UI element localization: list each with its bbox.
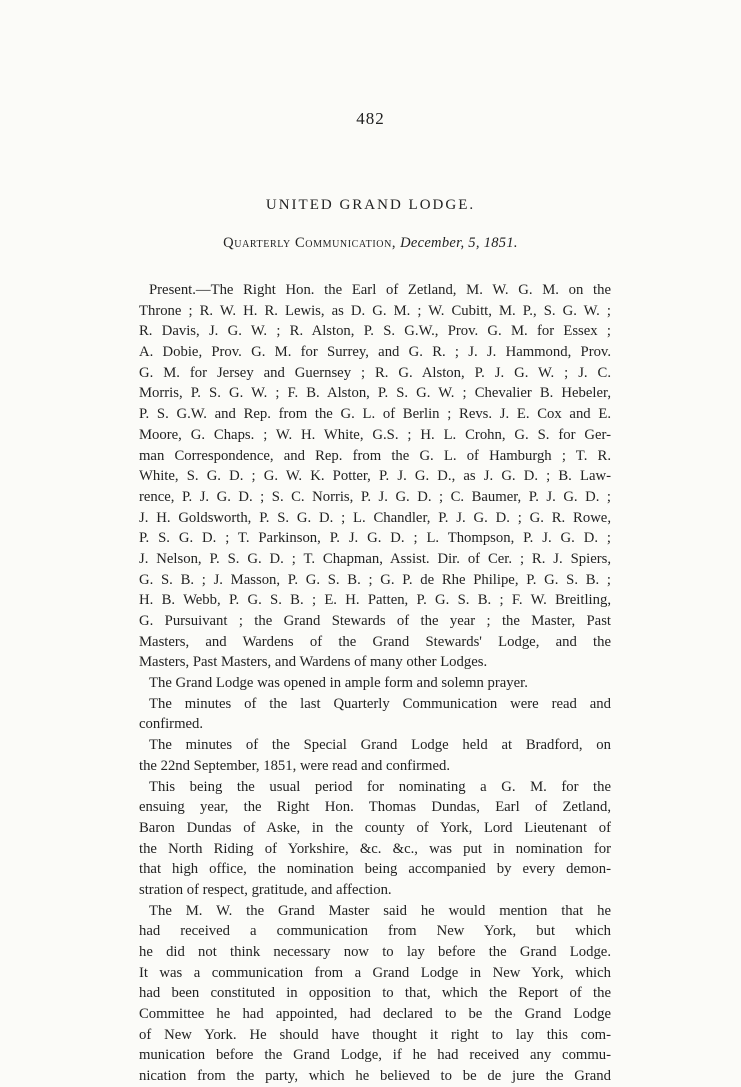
text-line: Committee he had appointed, had declared to be the Grand Lodge	[139, 1006, 611, 1023]
text-line: This being the usual period for nominating a G. M. for the	[149, 778, 611, 795]
text-line: confirmed.	[139, 716, 204, 733]
text-line: G. M. for Jersey and Guernsey ; R. G. Alston, P. J. G. W. ; J. C.	[139, 364, 611, 381]
text-line: Morris, P. S. G. W. ; F. B. Alston, P. S. G. W. ; Chevalier B. Hebeler,	[139, 385, 611, 402]
text-line: man Correspondence, and Rep. from the G. L. of Hamburgh ; T. R.	[139, 447, 611, 464]
body-text	[139, 280, 611, 1087]
text-line: the North Riding of Yorkshire, &c. &c., was put in nomination for	[139, 840, 611, 857]
text-line: nication from the party, which he believed to be de jure the Grand	[139, 1068, 611, 1085]
text-line: the 22nd September, 1851, were read and confirmed.	[139, 757, 451, 774]
text-line: R. Davis, J. G. W. ; R. Alston, P. S. G.W., Prov. G. M. for Essex ;	[139, 323, 611, 340]
text-line: J. H. Goldsworth, P. S. G. D. ; L. Chandler, P. J. G. D. ; G. R. Rowe,	[139, 509, 611, 526]
text-line: stration of respect, gratitude, and affection.	[139, 881, 392, 898]
text-line: had been constituted in opposition to that, which the Report of the	[139, 985, 611, 1002]
text-line: The minutes of the Special Grand Lodge held at Bradford, on	[149, 737, 611, 754]
text-line: P. S. G.W. and Rep. from the G. L. of Berlin ; Revs. J. E. Cox and E.	[139, 406, 611, 423]
text-line: of New York. He should have thought it right to lay this com-	[139, 1026, 611, 1043]
text-line: A. Dobie, Prov. G. M. for Surrey, and G. R. ; J. J. Hammond, Prov.	[139, 344, 611, 361]
text-line: Masters, Past Masters, and Wardens of many other Lodges.	[139, 654, 488, 671]
text-line: The minutes of the last Quarterly Communication were read and	[149, 695, 611, 712]
text-line: Present.—The Right Hon. the Earl of Zetland, M. W. G. M. on the	[149, 282, 611, 298]
text-line: he did not think necessary now to lay before the Grand Lodge.	[139, 944, 611, 960]
communication-date: December, 5, 1851.	[400, 235, 518, 251]
communication-label: Quarterly Communication,	[223, 235, 397, 251]
text-line: J. Nelson, P. S. G. D. ; T. Chapman, Assist. Dir. of Cer. ; R. J. Spiers,	[139, 550, 611, 567]
text-line: Masters, and Wardens of the Grand Stewards' Lodge, and the	[139, 633, 611, 650]
text-line: ensuing year, the Right Hon. Thomas Dundas, Earl of Zetland,	[139, 799, 611, 816]
text-line: White, S. G. D. ; G. W. K. Potter, P. J. G. D., as J. G. D. ; B. Law-	[139, 468, 611, 485]
text-line: that high office, the nomination being accompanied by every demon-	[139, 861, 611, 878]
text-line: G. Pursuivant ; the Grand Stewards of the year ; the Master, Past	[139, 613, 611, 629]
text-line: Baron Dundas of Aske, in the county of York, Lord Lieutenant of	[139, 819, 611, 836]
text-line: G. S. B. ; J. Masson, P. G. S. B. ; G. P. de Rhe Philipe, P. G. S. B. ;	[139, 571, 611, 588]
text-line: munication before the Grand Lodge, if he had received any commu-	[139, 1047, 611, 1064]
text-line: The Grand Lodge was opened in ample form and solemn prayer.	[149, 675, 528, 692]
page-number: 482	[356, 109, 385, 128]
text-line: It was a communication from a Grand Lodge in New York, which	[139, 964, 611, 981]
text-line: had received a communication from New York, but which	[139, 923, 611, 940]
text-line: rence, P. J. G. D. ; S. C. Norris, P. J. G. D. ; C. Baumer, P. J. G. D. ;	[139, 488, 611, 505]
section-subtitle	[0, 235, 741, 252]
text-line: Throne ; R. W. H. R. Lewis, as D. G. M. ; W. Cubitt, M. P., S. G. W. ;	[139, 302, 611, 319]
text-line: H. B. Webb, P. G. S. B. ; E. H. Patten, P. G. S. B. ; F. W. Breitling,	[139, 592, 611, 609]
text-line: The M. W. the Grand Master said he would mention that he	[149, 902, 611, 919]
section-title: UNITED GRAND LODGE.	[265, 197, 476, 213]
text-line: Moore, G. Chaps. ; W. H. White, G.S. ; H. L. Crohn, G. S. for Ger-	[139, 426, 611, 443]
text-line: P. S. G. D. ; T. Parkinson, P. J. G. D. ; L. Thompson, P. J. G. D. ;	[139, 530, 611, 547]
